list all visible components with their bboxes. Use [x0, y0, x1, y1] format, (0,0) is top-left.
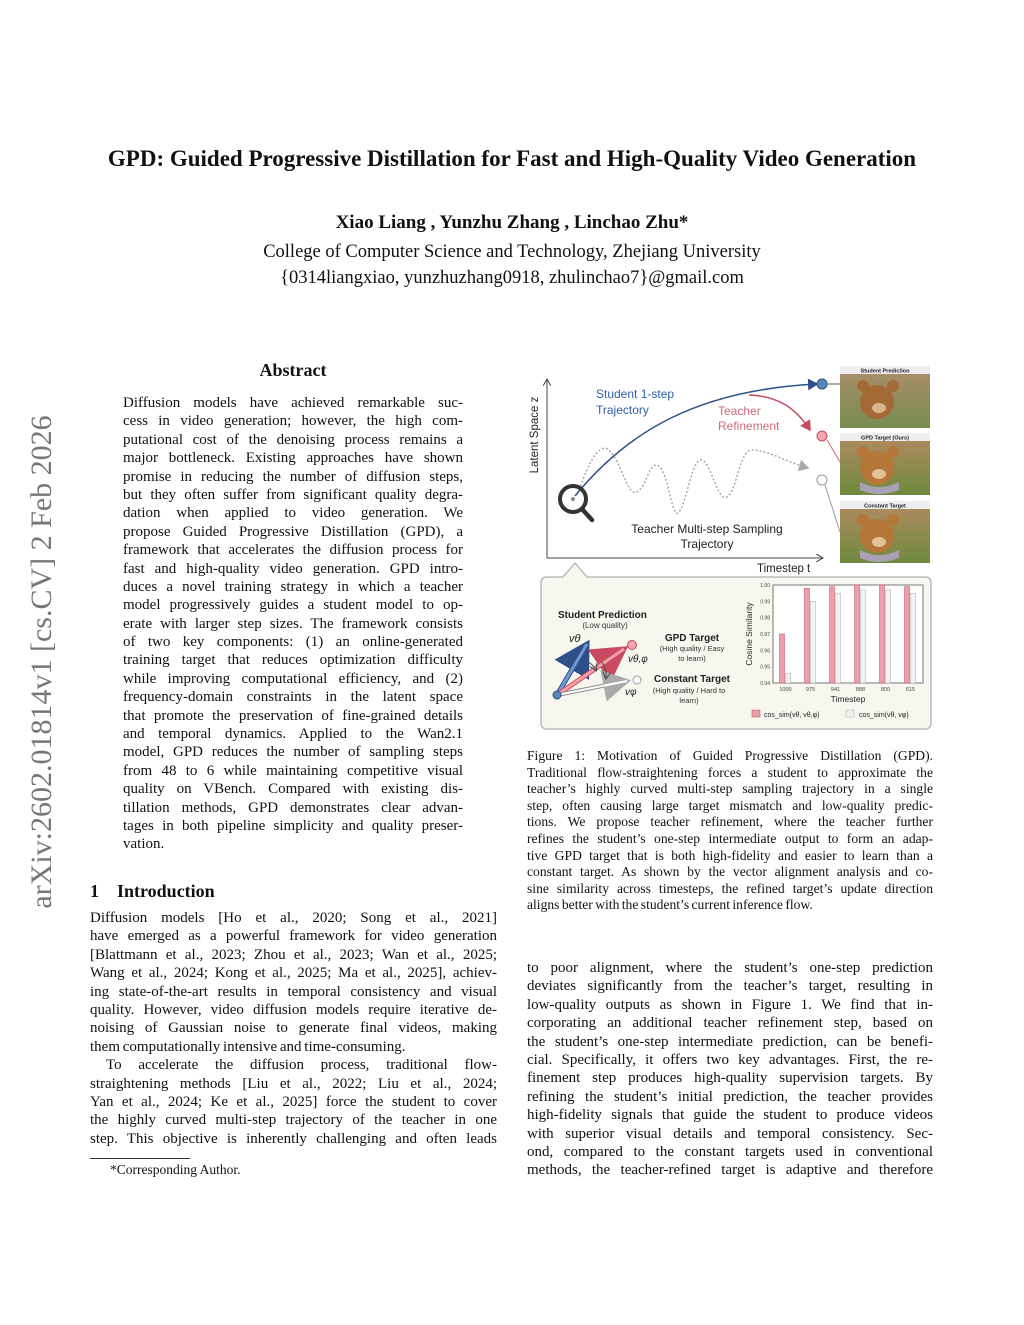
text-line: constant target. As shown by the vector alignment analysis and co-: [527, 864, 933, 880]
bar-constant-1000: [786, 673, 791, 683]
text-line: while improving computational efficiency, and (2): [123, 670, 463, 687]
text-line: refines the student’s one-step intermediate output to form an adap-: [527, 830, 933, 846]
affiliation: College of Computer Science and Technology, Zhejiang University: [263, 242, 761, 262]
text-line: finement step produces high-quality supervision targets. By: [527, 1070, 933, 1087]
arxiv-identifier: arXiv:2602.01814v1 [cs.CV] 2 Feb 2026: [25, 415, 58, 909]
gpd-target-image: [840, 433, 930, 495]
y-axis-label: Latent Space z: [529, 396, 541, 474]
text-line: framework that accelerates the diffusion process for: [123, 542, 463, 559]
intro-heading: [90, 881, 233, 902]
student-trajectory-label: Student 1-step: [596, 387, 675, 401]
v-phi-label: vφ: [625, 687, 637, 698]
text-line: quality. However, video diffusion models require iterative de-: [90, 1001, 497, 1018]
text-line: ing state-of-the-art results in temporal consistency and visual: [90, 983, 497, 1000]
y-tick-label: 0.96: [760, 648, 770, 655]
text-line: cial. Specifically, it offers two key advantages. First, the re-: [527, 1051, 933, 1068]
y-tick-label: 0.95: [760, 664, 770, 671]
image-label: Constant Target: [864, 503, 906, 510]
text-line: Wang et al., 2024; Kong et al., 2025; Ma et al., 2025], achiev-: [90, 965, 497, 982]
emails: {0314liangxiao, yunzhuzhang0918, zhulinchao7}@gmail.com: [280, 268, 744, 288]
legend-label-pink: cos_sim(vθ, vθ,φ): [764, 712, 820, 719]
text-line: step. This objective is inherently challenging and often leads: [90, 1130, 497, 1147]
text-line: from 48 to 6 while maintaining competitive visual: [123, 762, 463, 779]
y-tick-label: 0.99: [760, 599, 770, 606]
text-line: but they often suffer from significant quality degra-: [123, 486, 463, 503]
text-line: corporating an additional teacher refinement step, based on: [527, 1015, 933, 1032]
text-line: frequency-domain constraints in the latent space: [123, 689, 463, 706]
image-label: GPD Target (Ours): [861, 435, 909, 442]
teacher-trajectory-label: Teacher Multi-step Sampling: [631, 522, 783, 536]
constant-target-image: [840, 501, 930, 563]
text-line: Diffusion models [Ho et al., 2020; Song et al., 2021]: [90, 910, 497, 926]
text-line: quality on VBench. Compared with existing dis-: [123, 781, 463, 798]
text-line: vation.: [123, 836, 165, 853]
text-line: tions. We propose teacher refinement, where the teacher further: [527, 814, 933, 830]
y-tick-label: 0.98: [760, 615, 770, 622]
text-line: model progressively guides a student model to op-: [123, 597, 463, 614]
figure-1: [527, 362, 937, 734]
text-line: Yan et al., 2024; Ke et al., 2025] force the student to cover: [90, 1093, 497, 1110]
bar-constant-975: [811, 601, 816, 683]
text-line: straightening methods [Liu et al., 2022; Liu et al., 2024;: [90, 1075, 497, 1092]
text-line: tive GPD target that is both high-fidelity and easier to learn than a: [527, 847, 933, 863]
text-line: the student’s one-step intermediate prediction, can be benefi-: [527, 1033, 933, 1050]
text-line: Diffusion models have achieved remarkable suc-: [123, 395, 463, 411]
text-line: and temporal dynamics. Applied to the Wan2.1: [123, 726, 463, 743]
text-line: fast and high-quality video generation. GPD intro-: [123, 560, 463, 577]
teacher-trajectory-curve: [579, 448, 808, 513]
text-line: major bottleneck. Existing approaches have shown: [123, 450, 463, 467]
gpd-target-label: GPD Target: [664, 633, 720, 644]
text-line: the highly curved multi-step trajectory of the teacher in one: [90, 1112, 497, 1129]
student-trajectory-label-2: Trajectory: [596, 403, 649, 417]
chart-ylabel: Cosine Similarity: [744, 602, 754, 666]
text-line: them computationally intensive and time-consuming.: [90, 1038, 406, 1055]
text-line: model, GPD reduces the number of sampling steps: [123, 744, 463, 761]
bar-gpd-888: [855, 585, 860, 683]
section-number: 1: [90, 881, 99, 901]
text-line: deviates significantly from the teacher’s target, resulting in: [527, 978, 933, 995]
image-label: Student Prediction: [860, 368, 910, 375]
abstract-body: [123, 394, 463, 854]
authors: Xiao Liang , Yunzhu Zhang , Linchao Zhu*: [335, 212, 689, 233]
text-line: have emerged as a powerful framework for video generation: [90, 928, 497, 945]
x-tick-label: 800: [880, 687, 891, 693]
bar-gpd-1000: [780, 634, 785, 683]
text-line: aligns better with the student’s current inference flow.: [527, 897, 813, 913]
v-theta-label: vθ: [569, 633, 581, 645]
text-line: [Blattmann et al., 2023; Zhou et al., 2023; Wan et al., 2025;: [90, 946, 497, 963]
text-line: To accelerate the diffusion process, traditional flow-: [106, 1057, 497, 1074]
text-line: teacher’s highly curved multi-step sampling trajectory in a single: [527, 781, 933, 797]
text-line: methods, the teacher-refined target is adaptive and therefore: [527, 1162, 933, 1179]
bar-gpd-615: [905, 587, 910, 683]
text-line: high-fidelity signals that guide the student to produce videos: [527, 1107, 933, 1124]
text-line: step, often causing large target mismatch and low-quality predic-: [527, 797, 933, 813]
text-line: cess in video generation; however, the high com-: [123, 413, 463, 430]
intro-body: [90, 909, 497, 1148]
student-prediction-label: Student Prediction: [558, 610, 647, 621]
gpd-target-sub: (High quality / Easy: [659, 644, 725, 653]
text-line: noising of Gaussian noise to generate final videos, making: [90, 1020, 497, 1037]
teacher-refinement-label-2: Refinement: [718, 419, 780, 433]
text-line: Traditional flow-straightening forces a student to approximate the: [527, 764, 933, 780]
abstract-heading: Abstract: [259, 360, 327, 380]
bar-constant-615: [911, 593, 916, 683]
text-line: dation when applied to video generation. We: [123, 505, 463, 522]
bar-gpd-941: [830, 587, 835, 683]
text-line: refining the student’s initial prediction, the teacher provides: [527, 1088, 933, 1105]
student-prediction-image: [840, 366, 930, 428]
bar-constant-888: [861, 590, 866, 683]
footnote: *Corresponding Author.: [110, 1162, 241, 1177]
constant-target-sub-2: learn): [679, 696, 699, 705]
plot-area: [773, 585, 923, 683]
x-tick-label: 941: [830, 687, 841, 693]
bar-gpd-800: [880, 585, 885, 683]
student-prediction-sub: (Low quality): [582, 621, 628, 630]
text-line: duces a novel training strategy in which a teacher: [123, 578, 463, 595]
text-line: ond, compared to the constant targets used in conventional: [527, 1143, 933, 1160]
x-tick-label: 615: [905, 687, 916, 693]
text-line: erate with larger step sizes. The framework consists: [123, 615, 463, 632]
text-line: low-quality outputs as shown in Figure 1. We find that in-: [527, 996, 933, 1013]
constant-target-label: Constant Target: [654, 674, 730, 685]
text-line: propose Guided Progressive Distillation (GPD), a: [123, 523, 463, 540]
x-tick-label: 975: [805, 687, 816, 693]
text-line: training target that reduces optimization difficulty: [123, 652, 463, 669]
x-tick-label: 1000: [779, 687, 792, 693]
x-tick-label: 888: [855, 687, 866, 693]
text-line: of two key components: (1) an online-generated: [123, 634, 463, 651]
y-tick-label: 1.00: [760, 583, 770, 589]
text-line: to poor alignment, where the student’s one-step prediction: [527, 960, 933, 976]
constant-target-point: [817, 475, 827, 485]
gpd-target-sub-2: to learn): [678, 654, 706, 663]
bar-constant-800: [886, 590, 891, 683]
legend-swatch-grey: [846, 710, 854, 717]
x-axis-label: Timestep t: [757, 563, 811, 575]
paper-title: GPD: Guided Progressive Distillation for Fast and High-Quality Video Generation: [107, 146, 917, 171]
teacher-trajectory-label-2: Trajectory: [680, 537, 734, 551]
bar-gpd-975: [805, 588, 810, 683]
text-line: with superior visual details and temporal consistency. Sec-: [527, 1125, 933, 1142]
text-line: Figure 1: Motivation of Guided Progressive Distillation (GPD).: [527, 748, 933, 763]
text-line: putational cost of the denoising process remains a: [123, 431, 463, 448]
legend-swatch-pink: [752, 710, 760, 717]
section-title: Introduction: [117, 881, 215, 901]
text-line: tillation methods, GPD demonstrates clear advan-: [123, 799, 463, 816]
text-line: that promote the preservation of fine-grained details: [123, 707, 463, 724]
y-tick-label: 0.97: [760, 632, 770, 638]
chart-xlabel: Timestep: [830, 694, 866, 704]
text-line: promise in reducing the number of diffusion steps,: [123, 468, 463, 485]
legend-label-grey: cos_sim(vθ, vφ): [859, 712, 909, 719]
magnifier-icon: [560, 486, 592, 520]
figure-caption: [527, 748, 933, 914]
v-theta-phi-label: vθ,φ: [628, 654, 648, 665]
constant-target-sub: (High quality / Hard to: [652, 686, 726, 695]
student-prediction-point: [817, 379, 827, 389]
footnote-rule: [90, 1158, 190, 1159]
bar-constant-941: [836, 593, 841, 683]
y-tick-label: 0.94: [760, 681, 770, 687]
gpd-target-point: [817, 431, 827, 441]
text-line: sine similarity across timesteps, the refined target’s update direction: [527, 880, 933, 896]
right-column-body: [527, 959, 933, 1180]
text-line: tages in both pipeline simplicity and quality preser-: [123, 817, 463, 834]
teacher-refinement-label: Teacher: [718, 404, 761, 418]
